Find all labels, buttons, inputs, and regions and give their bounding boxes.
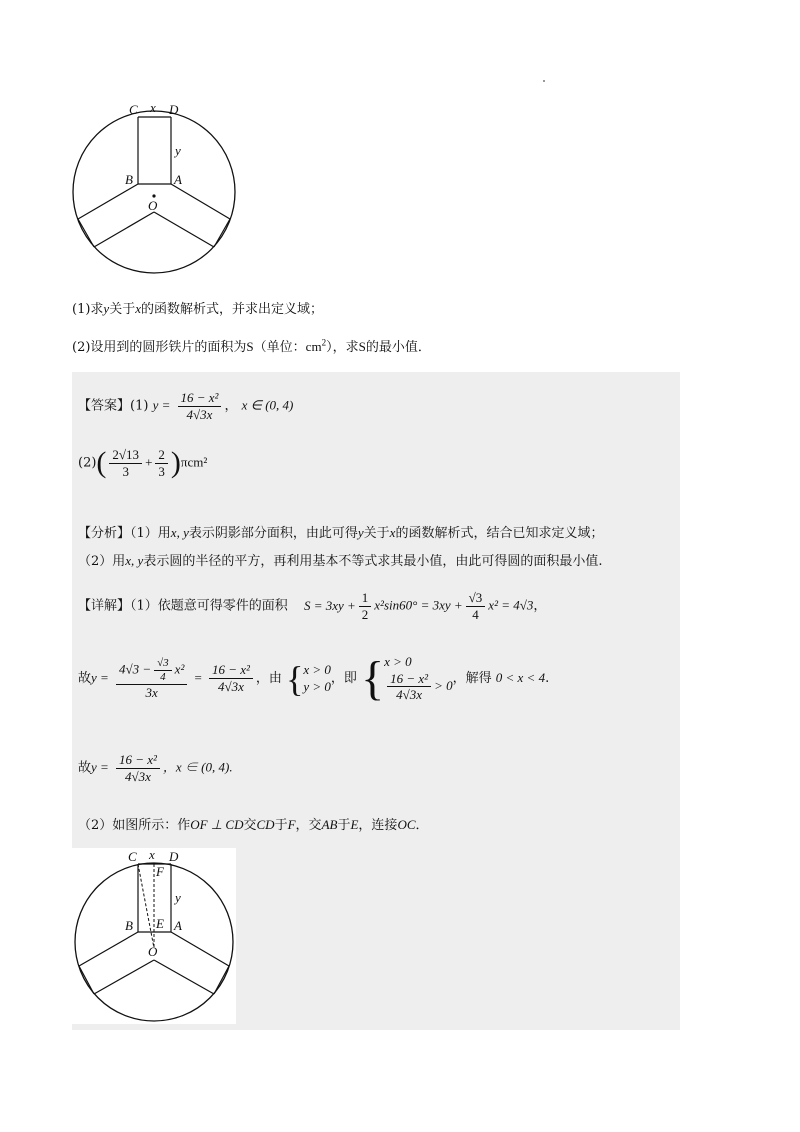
stray-dot: [543, 80, 545, 82]
label-y: y: [175, 890, 181, 905]
figure-2: [72, 848, 236, 1024]
label-E: E: [156, 916, 164, 931]
detail-part-2-line: （2）如图所示：作OF ⊥ CD交CD于F，交AB于E，连接OC．: [78, 817, 429, 833]
solution-panel: [72, 372, 680, 1030]
label-O: O: [148, 198, 158, 213]
detail-area-line: 【详解】（1）依题意可得零件的面积 S = 3xy + $\frac{1}{2}$ x²sin60° = 3xy + $\frac{√3}{4}$ x² = 4√3，: [78, 590, 547, 622]
label-A: A: [174, 172, 182, 187]
label-F: F: [156, 864, 164, 879]
detail-tag: 【详解】: [78, 598, 131, 614]
detail-result-line: 故y = $\frac{\text{16 − x²}}{4√3x}$ ，x ∈ (0, 4).: [78, 752, 233, 784]
figure-1: [70, 100, 240, 280]
label-D: D: [169, 849, 179, 864]
label-B: B: [125, 918, 133, 933]
label-x: x: [150, 100, 156, 115]
label-O: O: [148, 944, 158, 959]
analysis-line-1: 【分析】（1）用x, y表示阴影部分面积，由此可得y关于x的函数解析式，结合已知求定义域；: [78, 525, 604, 541]
label-C: C: [129, 102, 138, 117]
question-1: (1)求y关于x的函数解析式，并求出定义域；: [72, 301, 324, 317]
answer-tag: 【答案】: [78, 398, 131, 414]
label-y: y: [175, 143, 181, 158]
question-2: (2)设用到的圆形铁片的面积为S（单位：$cm^2$），求S的最小值．: [72, 337, 431, 355]
label-D: D: [169, 102, 179, 117]
answer-part-1: 【答案】(1) y = $\frac{\text{16 − x²}}{4√3x}$ ， x ∈ (0, 4): [78, 390, 294, 422]
label-B: B: [125, 172, 133, 187]
label-x: x: [149, 848, 155, 862]
answer-part-2: (2)( $\frac{2√13}{3}$ + $\frac{2}{3}$ )πcm²: [78, 446, 208, 479]
label-C: C: [128, 849, 137, 864]
analysis-line-2: （2）用x, y表示圆的半径的平方，再利用基本不等式求其最小值，由此可得圆的面积最小值.: [78, 553, 603, 569]
detail-derivation-line: 故y = 4√3 − $\frac{√3}{4}$ x² 3x = $\frac{\text{16 − x²}}{4√3x}$ ，由 { x > 0 y > 0 ，即 { x > 0 $\frac{\text{16 − x²}}{4√3x}$ > 0 ，解得 0 < x < 4.: [78, 651, 550, 705]
label-A: A: [174, 918, 182, 933]
analysis-tag: 【分析】: [78, 526, 131, 541]
